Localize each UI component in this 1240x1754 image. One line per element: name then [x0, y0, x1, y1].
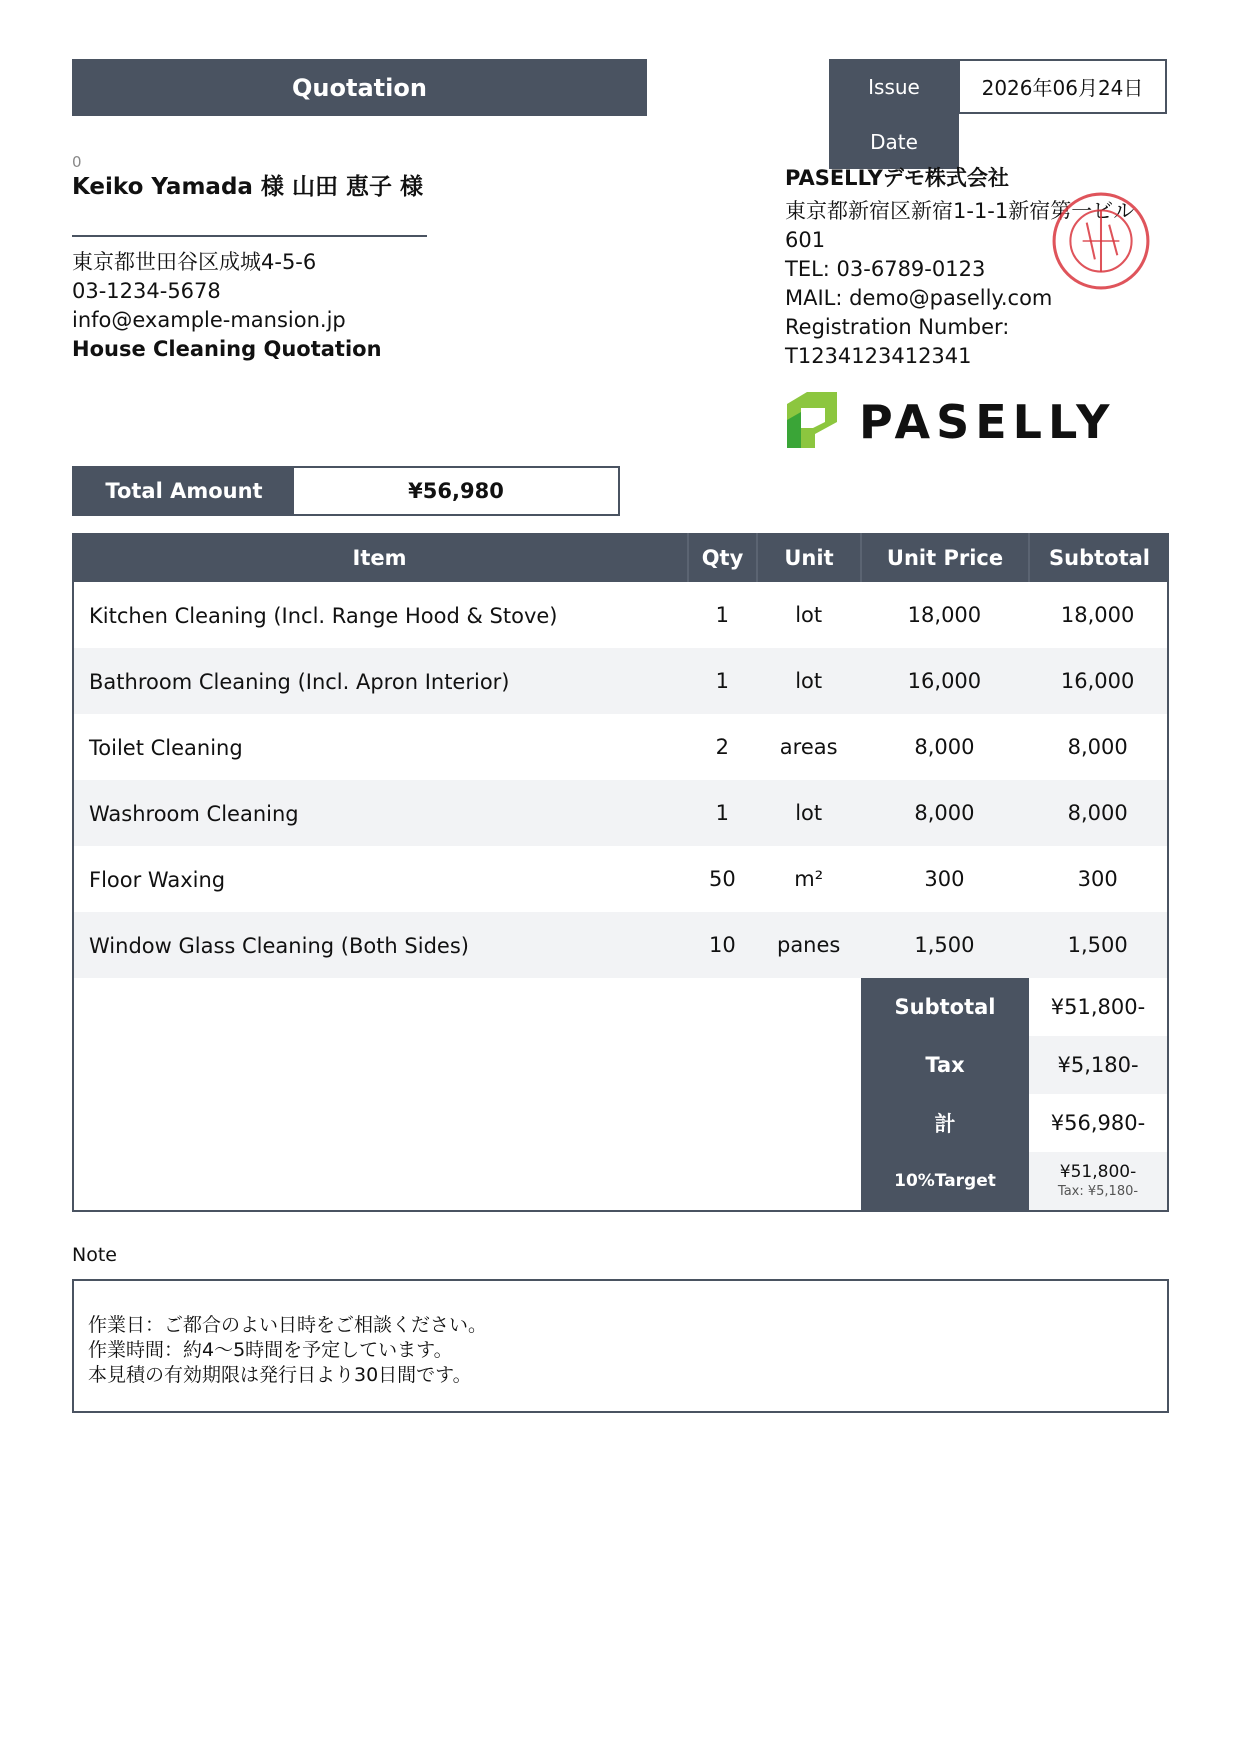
note-label: Note: [72, 1244, 117, 1266]
table-row: [74, 780, 1167, 846]
row-unit: lot: [795, 669, 823, 693]
row-unit: areas: [779, 735, 838, 759]
note-line: 作業日：ご都合のよい日時をご相談ください。: [88, 1314, 488, 1336]
header-unit-price: Unit Price: [862, 533, 1030, 582]
company-seal-stamp: [1050, 190, 1152, 292]
items-table-header: [72, 533, 1169, 582]
customer-address: 東京都世田谷区成城4-5-6: [72, 250, 317, 274]
table-row: [74, 846, 1167, 912]
row-unit: m²: [794, 867, 824, 891]
registration-number: T1234123412341: [785, 344, 972, 368]
company-address-1: 東京都新宿区新宿1-1-1新宿第一ビル: [785, 199, 1135, 223]
row-subtotal: 1,500: [1067, 933, 1128, 957]
row-unit-price: 8,000: [914, 735, 975, 759]
header-item: Item: [72, 533, 689, 582]
customer-number: 0: [72, 153, 82, 171]
total-amount-value: ¥56,980: [408, 479, 504, 503]
total-amount-box: [72, 466, 620, 516]
summary-total-label: 計: [861, 1094, 1029, 1152]
company-mail: MAIL: demo@paselly.com: [785, 286, 1053, 310]
table-row: [74, 648, 1167, 714]
issue-date-label: [829, 59, 959, 169]
summary-target-tax: Tax: ¥5,180-: [1057, 1183, 1139, 1199]
row-unit: lot: [795, 801, 823, 825]
company-address-2: 601: [785, 228, 826, 252]
row-unit-price: 16,000: [907, 669, 982, 693]
quotation-subject: House Cleaning Quotation: [72, 337, 382, 361]
logo-wordmark: PASELLY: [859, 395, 1116, 449]
table-row: [74, 912, 1167, 978]
summary-tax-label: Tax: [861, 1036, 1029, 1094]
row-unit: lot: [795, 603, 823, 627]
row-subtotal: 18,000: [1060, 603, 1135, 627]
customer-email: info@example-mansion.jp: [72, 308, 346, 332]
header-qty: Qty: [689, 533, 758, 582]
total-amount-label: Total Amount: [74, 468, 294, 514]
row-unit-price: 1,500: [914, 933, 975, 957]
summary-target-value-cell: [1029, 1152, 1167, 1210]
customer-phone: 03-1234-5678: [72, 279, 221, 303]
row-unit-price: 18,000: [907, 603, 982, 627]
summary-target-label: 10%Target: [861, 1152, 1029, 1210]
row-qty: 50: [708, 867, 736, 891]
note-line: 本見積の有効期限は発行日より30日間です。: [88, 1364, 472, 1386]
row-item: Bathroom Cleaning (Incl. Apron Interior): [89, 670, 510, 694]
issue-date-label-line1: Issue: [868, 74, 920, 99]
company-tel: TEL: 03-6789-0123: [785, 257, 986, 281]
issue-date-label-line2: Date: [870, 129, 918, 154]
row-subtotal: 300: [1077, 867, 1118, 891]
row-item: Floor Waxing: [89, 868, 226, 892]
customer-name: Keiko Yamada 様 山田 恵子 様: [72, 174, 423, 200]
row-subtotal: 8,000: [1067, 735, 1128, 759]
row-item: Toilet Cleaning: [89, 736, 243, 760]
table-row: [74, 582, 1167, 648]
paselly-logo-icon: [785, 390, 1125, 450]
row-qty: 1: [715, 801, 730, 825]
row-subtotal: 8,000: [1067, 801, 1128, 825]
row-item: Window Glass Cleaning (Both Sides): [89, 934, 469, 958]
row-unit-price: 300: [924, 867, 965, 891]
row-qty: 2: [715, 735, 730, 759]
row-qty: 1: [715, 603, 730, 627]
row-subtotal: 16,000: [1060, 669, 1135, 693]
header-subtotal: Subtotal: [1049, 545, 1150, 570]
issue-date-value: 2026年06月24日: [958, 59, 1167, 114]
row-unit-price: 8,000: [914, 801, 975, 825]
document-title: Quotation: [72, 59, 647, 116]
summary-tax-value: ¥5,180-: [1029, 1036, 1167, 1094]
note-box: [72, 1279, 1169, 1413]
note-line: 作業時間：約4〜5時間を予定しています。: [88, 1339, 453, 1361]
row-item: Kitchen Cleaning (Incl. Range Hood & Stove): [89, 604, 558, 628]
header-unit: Unit: [758, 533, 862, 582]
company-name: PASELLYデモ株式会社: [785, 166, 1009, 190]
summary-subtotal-label: Subtotal: [861, 978, 1029, 1036]
summary-subtotal-value: ¥51,800-: [1050, 995, 1146, 1019]
table-row: [74, 714, 1167, 780]
row-unit: panes: [776, 933, 841, 957]
row-item: Washroom Cleaning: [89, 802, 299, 826]
company-logo: [785, 390, 1125, 450]
row-qty: 10: [708, 933, 736, 957]
registration-label: Registration Number:: [785, 315, 1010, 339]
summary-target-value: ¥51,800-: [1059, 1162, 1137, 1183]
customer-name-underline: [72, 235, 427, 237]
summary-total-value: ¥56,980-: [1050, 1111, 1146, 1135]
row-qty: 1: [715, 669, 730, 693]
